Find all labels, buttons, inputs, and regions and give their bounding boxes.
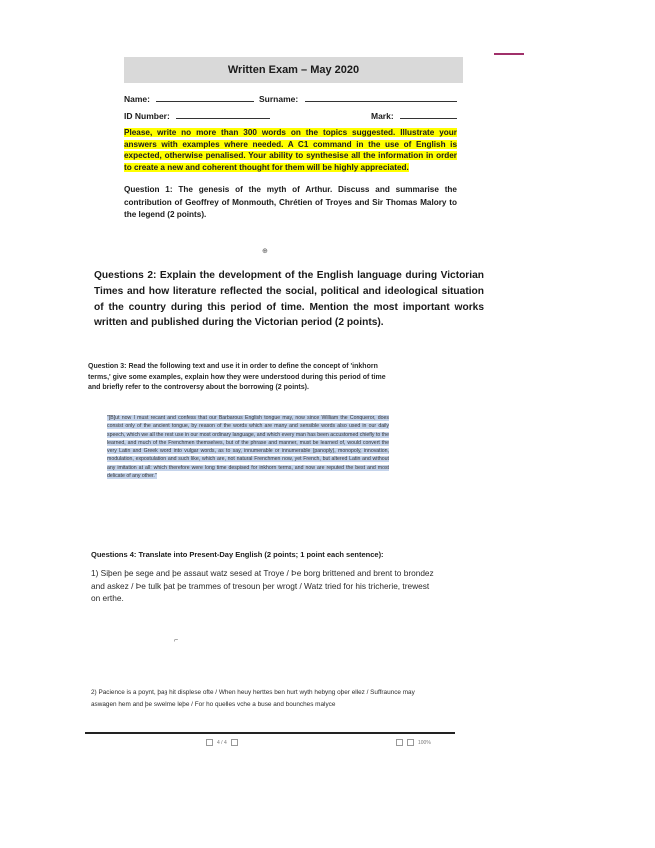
quote-block bbox=[107, 414, 389, 480]
zoom-level: 100% bbox=[418, 739, 431, 746]
question-4-item-2: 2) Pacience is a poynt, þaȝ hit displese ofte / When heuy herttes ben hurt wyth hebyng oþer ellez / Suffraunce may aswagen hem and þe swelme leþe / For ho quelles vche a buse and bounches malyce bbox=[91, 689, 415, 708]
bottom-divider bbox=[85, 732, 455, 734]
instructions-text: Please, write no more than 300 words on the topics suggested. Illustrate your answers with examples where needed. A C1 command in the use of English is expected, otherwise penalised. Your ability to synthesise all the information in order to create a new and coherent thought for them will be highly appreciated. bbox=[124, 128, 457, 172]
surname-field-row bbox=[259, 93, 457, 104]
surname-label: Surname: bbox=[259, 94, 299, 104]
next-page-icon[interactable] bbox=[231, 739, 238, 746]
name-label: Name: bbox=[124, 94, 150, 104]
instructions-block bbox=[124, 127, 457, 173]
mark-blank[interactable] bbox=[400, 110, 457, 119]
zoom-out-icon[interactable] bbox=[396, 739, 403, 746]
question-4-title: Questions 4: Translate into Present-Day English (2 points; 1 point each sentence): bbox=[91, 550, 384, 559]
page-info: 4 / 4 bbox=[217, 739, 227, 746]
question-4-item-1: 1) Siþen þe sege and þe assaut watz sesed at Troye / Þe borg brittened and brent to brondez and askez / Þe tulk þat þe trammes of tresoun þer wrogt / Watz tried for his tricherie, trewest on erthe. bbox=[91, 568, 434, 603]
accent-line bbox=[494, 53, 524, 55]
quote-text: "[B]ut now I must recant and confess that our Barbarous English tongue may, now since William the Conqueror, does consist only of the ancient tongue, by reason of the words which are many and sensible words also used in our daily speech, which we all the rest use in our most ordinary language, and which every man has been accustomed chiefly to the learned, and much of the Frenchmen themselves, but of the phrase and manner, must be learned of, would convert the very Latin and Greek word into vulgar words, as to say, innumerable or innumerable (panoply), monopoly, innovation, modulation, expostulation and such like, which are, not natural Frenchmen now, yet French, but altered Latin and without any imitation at all: which therefore were long time despised for inkhorn terms, and now are reputed the best and most delicate of any other." bbox=[107, 415, 389, 480]
mark-field-row bbox=[371, 110, 457, 121]
exam-title: Written Exam – May 2020 bbox=[227, 64, 360, 76]
id-field-row bbox=[124, 110, 270, 121]
question-3: Question 3: Read the following text and use it in order to define the concept of 'inkhorn terms,' give some examples, explain how they were understood during this period of time and briefly refer to the controversy about the borrowing (2 points). bbox=[88, 363, 386, 391]
mark-label: Mark: bbox=[371, 111, 394, 121]
zoom-in-icon[interactable] bbox=[407, 739, 414, 746]
page-navigation[interactable] bbox=[206, 738, 238, 747]
name-field-row bbox=[124, 93, 254, 104]
prev-page-icon[interactable] bbox=[206, 739, 213, 746]
name-blank[interactable] bbox=[156, 93, 254, 102]
id-label: ID Number: bbox=[124, 111, 170, 121]
cursor-mark: ⊕ bbox=[262, 248, 268, 255]
zoom-controls[interactable] bbox=[396, 738, 431, 747]
id-blank[interactable] bbox=[176, 110, 270, 119]
question-2: Questions 2: Explain the development of the English language during Victorian Times and how literature reflected the social, political and ideological situation of the country during this period of time. Mention the most important works written and published during the Victorian period (2 points). bbox=[94, 270, 484, 329]
surname-blank[interactable] bbox=[305, 93, 457, 102]
exam-header bbox=[124, 57, 463, 83]
small-mark: ⌐ bbox=[174, 637, 179, 644]
question-1: Question 1: The genesis of the myth of Arthur. Discuss and summarise the contribution of Geoffrey of Monmouth, Chrétien of Troyes and Sir Thomas Malory to the legend (2 points). bbox=[124, 185, 457, 219]
